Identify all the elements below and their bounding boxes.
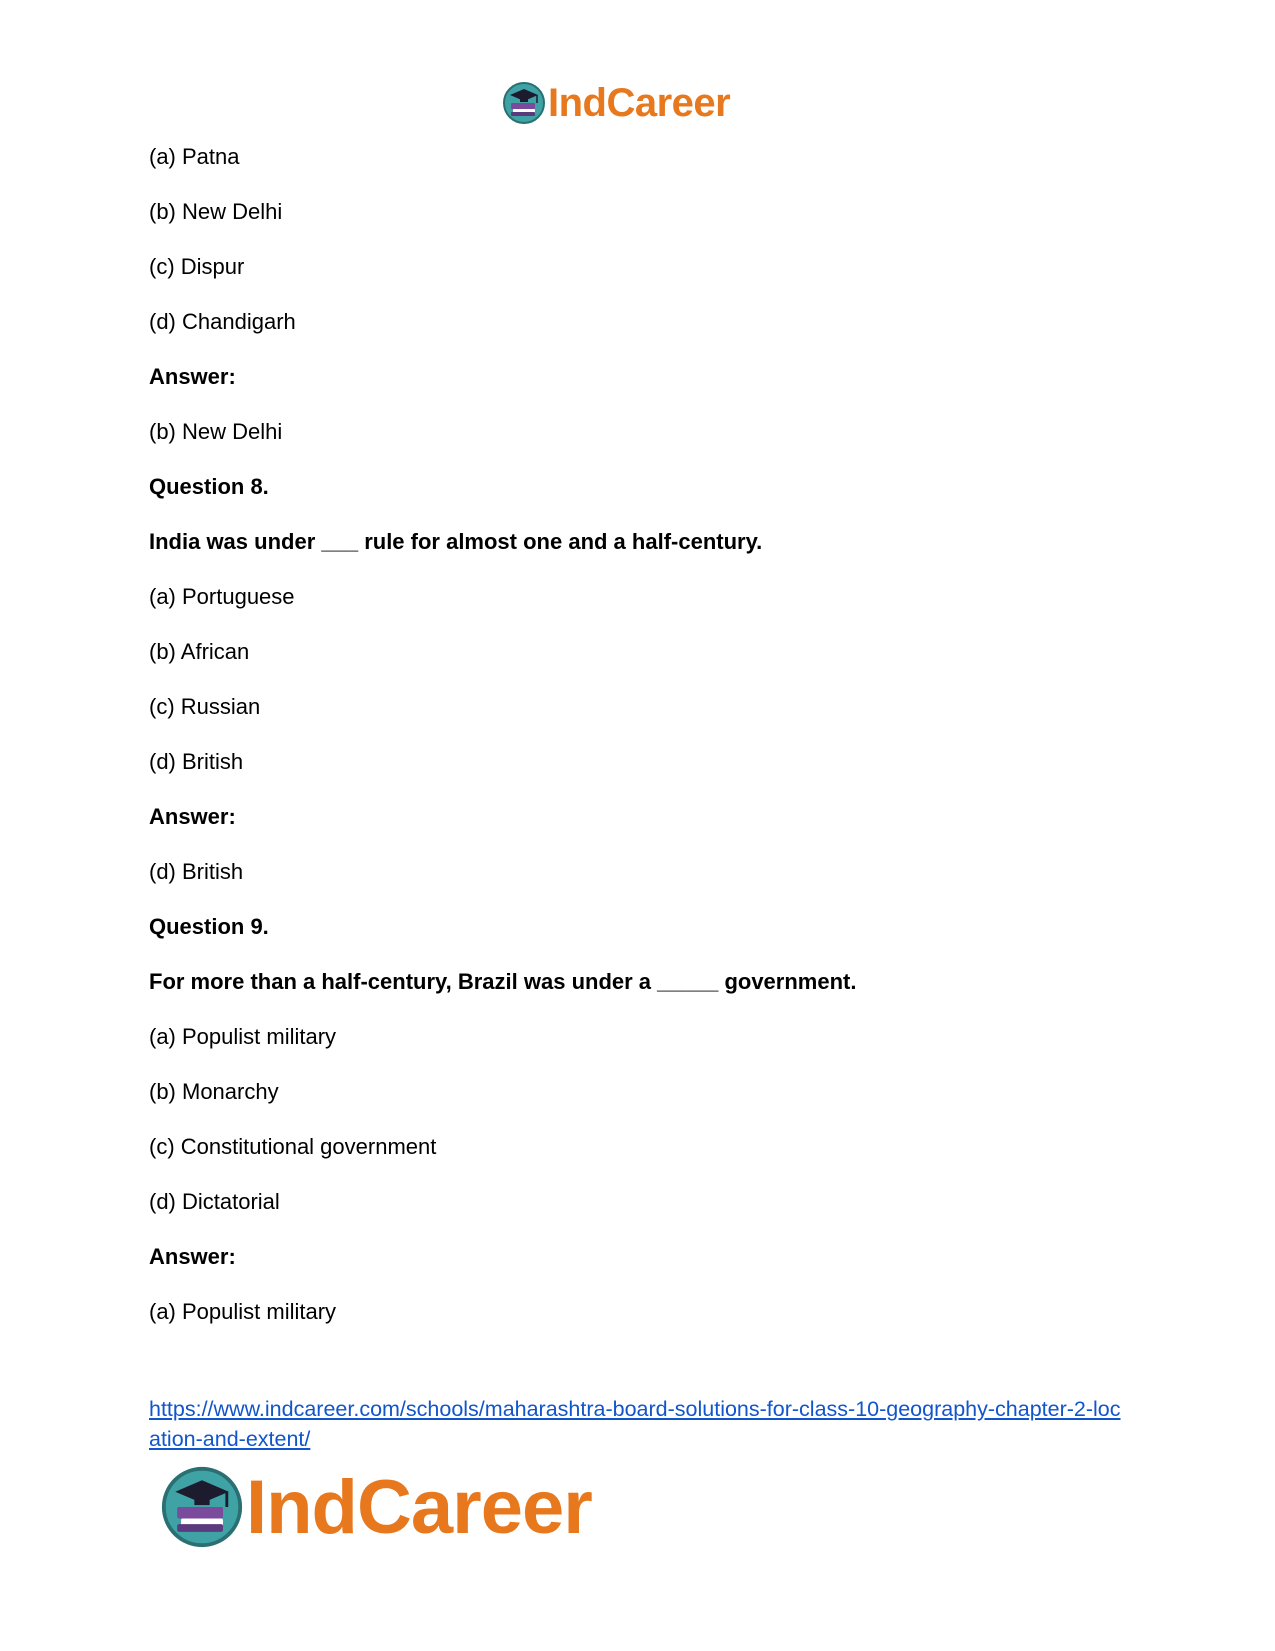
logo-wordmark: IndCareer xyxy=(246,1464,592,1550)
indcareer-logo-bottom xyxy=(160,1462,592,1552)
graduation-book-icon xyxy=(502,81,546,125)
source-link[interactable]: https://www.indcareer.com/schools/maharashtra-board-solutions-for-class-10-geography-chapter-2-location-and-extent/ xyxy=(149,1397,1121,1451)
option-line: (d) Chandigarh xyxy=(149,309,296,334)
option-line: (c) Constitutional government xyxy=(149,1134,437,1159)
question-text: India was under ___ rule for almost one and a half-century. xyxy=(149,529,763,554)
option-line: (d) Dictatorial xyxy=(149,1189,280,1214)
option-line: (d) British xyxy=(149,749,244,774)
answer-heading: Answer: xyxy=(149,804,236,829)
option-line: (b) African xyxy=(149,639,250,664)
option-line: (c) Dispur xyxy=(149,254,245,279)
question-number: Question 9. xyxy=(149,914,269,939)
graduation-book-icon xyxy=(160,1465,244,1549)
option-line: (a) Patna xyxy=(149,144,240,169)
answer-text: (d) British xyxy=(149,859,244,884)
logo-wordmark: IndCareer xyxy=(548,80,731,125)
question-number: Question 8. xyxy=(149,474,269,499)
document-body xyxy=(149,142,1129,1352)
option-line: (a) Portuguese xyxy=(149,584,295,609)
answer-text: (b) New Delhi xyxy=(149,419,283,444)
indcareer-logo-top xyxy=(502,78,730,128)
option-line: (a) Populist military xyxy=(149,1024,337,1049)
answer-heading: Answer: xyxy=(149,1244,236,1269)
answer-heading: Answer: xyxy=(149,364,236,389)
option-line: (c) Russian xyxy=(149,694,261,719)
option-line: (b) Monarchy xyxy=(149,1079,279,1104)
option-line: (b) New Delhi xyxy=(149,199,283,224)
question-text: For more than a half-century, Brazil was under a _____ government. xyxy=(149,969,857,994)
answer-text: (a) Populist military xyxy=(149,1299,337,1324)
